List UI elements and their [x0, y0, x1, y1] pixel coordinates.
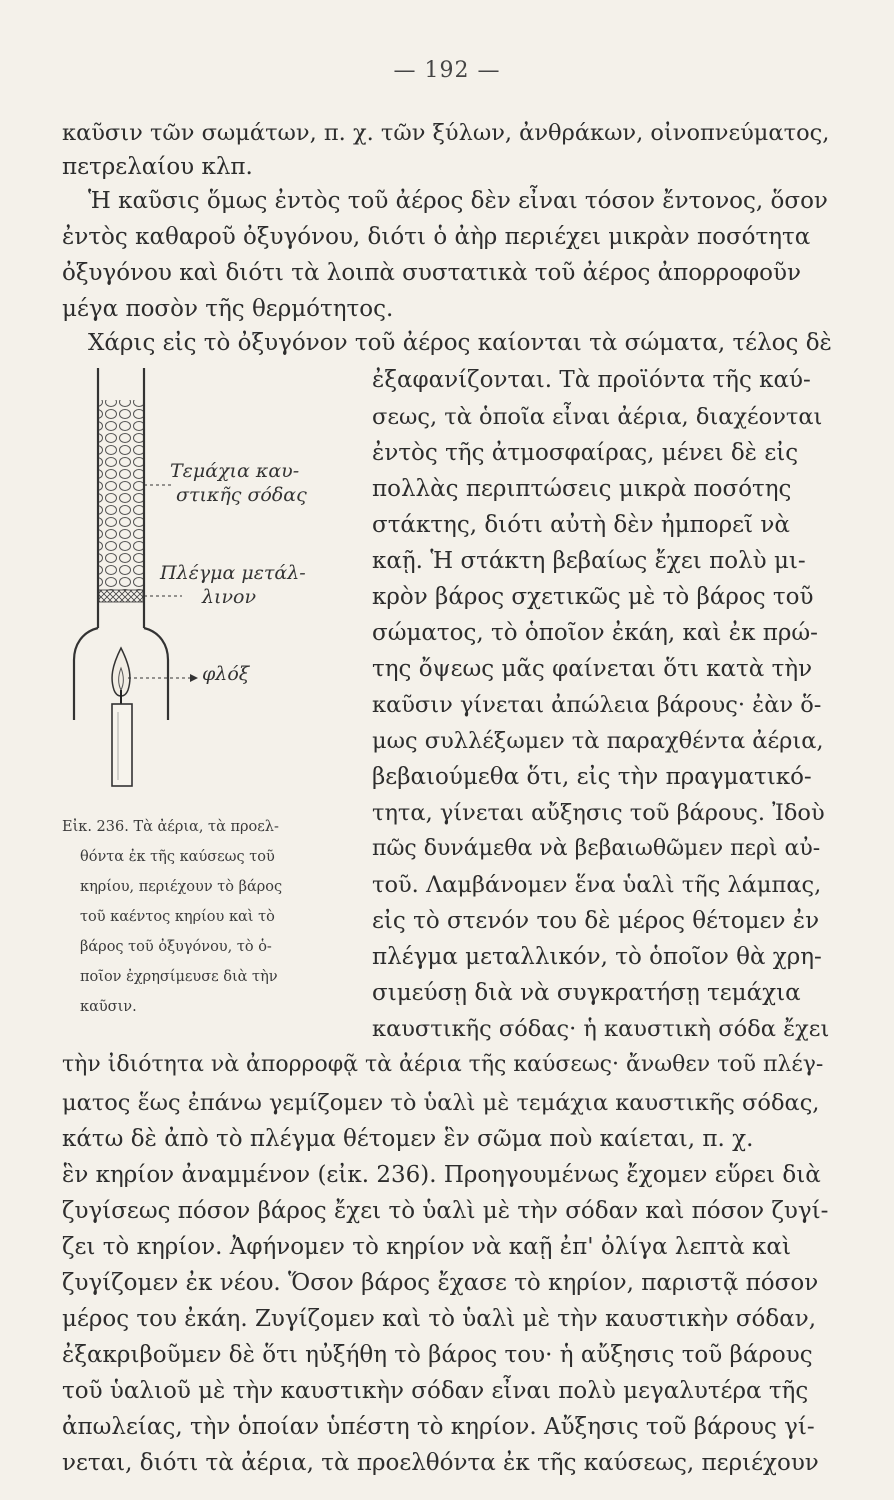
- text-line: μως συλλέξωμεν τὰ παραχθέντα ἀέρια,: [372, 728, 824, 754]
- text-line: καῦσιν γίνεται ἀπώλεια βάρους· ἐὰν ὅ-: [372, 692, 822, 718]
- text-line: καυστικῆς σόδας· ἡ καυστικὴ σόδα ἔχει: [372, 1016, 830, 1042]
- text-line: μέρος του ἐκάη. Ζυγίζομεν καὶ τὸ ὑαλὶ μὲ τὴν καυστικὴν σόδαν,: [62, 1306, 817, 1332]
- text-line: τὴν ἰδιότητα νὰ ἀπορροφᾷ τὰ ἀέρια τῆς καύσεως· ἄνωθεν τοῦ πλέγ-: [62, 1052, 824, 1077]
- text-line: εἰς τὸ στενόν του δὲ μέρος θέτομεν ἐν: [372, 908, 820, 934]
- text-line: πολλὰς περιπτώσεις μικρὰ ποσότης: [372, 476, 792, 502]
- text-line: τητα, γίνεται αὔξησις τοῦ βάρους. Ἰδοὺ: [372, 800, 825, 826]
- page-number: — 192 —: [393, 58, 501, 83]
- text-line: ζυγίσεως πόσον βάρος ἔχει τὸ ὑαλὶ μὲ τὴν σόδαν καὶ πόσον ζυγί-: [62, 1198, 829, 1224]
- text-line: ἐξαφανίζονται. Τὰ προϊόντα τῆς καύ-: [372, 367, 811, 393]
- text-line: πλέγμα μεταλλικόν, τὸ ὁποῖον θὰ χρη-: [372, 944, 822, 970]
- text-line: πῶς δυνάμεθα νὰ βεβαιωθῶμεν περὶ αὐ-: [372, 836, 821, 861]
- caption-line: βάρος τοῦ ὀξυγόνου, τὸ ὁ-: [80, 939, 272, 955]
- mesh-label-line2: λινον: [202, 586, 257, 608]
- text-line: ζυγίζομεν ἐκ νέου. Ὅσον βάρος ἔχασε τὸ κηρίον, παριστᾷ πόσον: [62, 1270, 819, 1296]
- text-line: ἐξακριβοῦμεν δὲ ὅτι ηὐξήθη τὸ βάρος του· ἡ αὔξησις τοῦ βάρους: [62, 1342, 813, 1368]
- caption-line: θόντα ἐκ τῆς καύσεως τοῦ: [80, 849, 275, 865]
- text-line: πετρελαίου κλπ.: [62, 154, 253, 180]
- text-line: ζει τὸ κηρίον. Ἀφήνομεν τὸ κηρίον νὰ καῇ ἐπ' ὀλίγα λεπτὰ καὶ: [62, 1234, 791, 1260]
- text-line: σώματος, τὸ ὁποῖον ἐκάη, καὶ ἐκ πρώ-: [372, 620, 818, 646]
- text-line: ἀπωλείας, τὴν ὁποίαν ὑπέστη τὸ κηρίον. Αὔξησις τοῦ βάρους γί-: [62, 1414, 815, 1440]
- caption-line: ποῖον ἐχρησίμευσε διὰ τὴν: [80, 969, 278, 985]
- text-line: καῦσιν τῶν σωμάτων, π. χ. τῶν ξύλων, ἀνθράκων, οἰνοπνεύματος,: [62, 120, 830, 146]
- figure-caption: [62, 812, 362, 1022]
- caption-line: τοῦ καέντος κηρίου καὶ τὸ: [80, 909, 275, 925]
- caption-line: Εἰκ. 236. Τὰ ἀέρια, τὰ προελ-: [62, 819, 279, 835]
- text-line: νεται, διότι τὰ ἀέρια, τὰ προελθόντα ἐκ τῆς καύσεως, περιέχουν: [62, 1450, 819, 1476]
- text-line: ἐντὸς καθαροῦ ὀξυγόνου, διότι ὁ ἀὴρ περιέχει μικρὰν ποσότητα: [62, 224, 811, 250]
- text-line: σεως, τὰ ὁποῖα εἶναι ἀέρια, διαχέονται: [372, 404, 823, 430]
- text-line: ἐντὸς τῆς ἀτμοσφαίρας, μένει δὲ εἰς: [372, 440, 799, 466]
- text-line: μέγα ποσὸν τῆς θερμότητος.: [62, 296, 394, 322]
- text-line: ματος ἕως ἐπάνω γεμίζομεν τὸ ὑαλὶ μὲ τεμάχια καυστικῆς σόδας,: [62, 1090, 820, 1116]
- text-line: ἓν κηρίον ἀναμμένον (εἰκ. 236). Προηγουμένως ἔχομεν εὕρει διὰ: [62, 1162, 821, 1188]
- text-line: της ὄψεως μᾶς φαίνεται ὅτι κατὰ τὴν: [372, 656, 813, 682]
- mesh-label-line1: Πλέγμα μετάλ-: [160, 562, 306, 584]
- caption-line: κηρίου, περιέχουν τὸ βάρος: [80, 879, 283, 895]
- soda-label-line2: στικῆς σόδας: [176, 484, 307, 506]
- text-line: Χάρις εἰς τὸ ὀξυγόνον τοῦ ἀέρος καίονται τὰ σώματα, τέλος δὲ: [88, 330, 832, 356]
- text-line: στάκτης, διότι αὐτὴ δὲν ἠμπορεῖ νὰ: [372, 512, 790, 538]
- figure-236: [62, 360, 362, 800]
- text-line: βεβαιούμεθα ὅτι, εἰς τὴν πραγματικό-: [372, 764, 812, 790]
- soda-label-line1: Τεμάχια καυ-: [170, 460, 300, 482]
- text-line: σιμεύσῃ διὰ νὰ συγκρατήσῃ τεμάχια: [372, 980, 801, 1006]
- text-line: Ἡ καῦσις ὅμως ἐντὸς τοῦ ἀέρος δὲν εἶναι τόσον ἔντονος, ὅσον: [88, 188, 828, 214]
- text-line: τοῦ. Λαμβάνομεν ἕνα ὑαλὶ τῆς λάμπας,: [372, 872, 822, 898]
- caption-line: καῦσιν.: [80, 999, 137, 1015]
- text-line: κάτω δὲ ἀπὸ τὸ πλέγμα θέτομεν ἓν σῶμα ποὺ καίεται, π. χ.: [62, 1126, 754, 1152]
- text-line: τοῦ ὑαλιοῦ μὲ τὴν καυστικὴν σόδαν εἶναι πολὺ μεγαλυτέρα τῆς: [62, 1378, 809, 1404]
- text-line: κρὸν βάρος σχετικῶς μὲ τὸ βάρος τοῦ: [372, 584, 814, 610]
- text-line: ὀξυγόνου καὶ διότι τὰ λοιπὰ συστατικὰ τοῦ ἀέρος ἀπορροφοῦν: [62, 260, 801, 286]
- text-line: καῇ. Ἡ στάκτη βεβαίως ἔχει πολὺ μι-: [372, 548, 806, 574]
- flame-label: φλόξ: [202, 663, 250, 685]
